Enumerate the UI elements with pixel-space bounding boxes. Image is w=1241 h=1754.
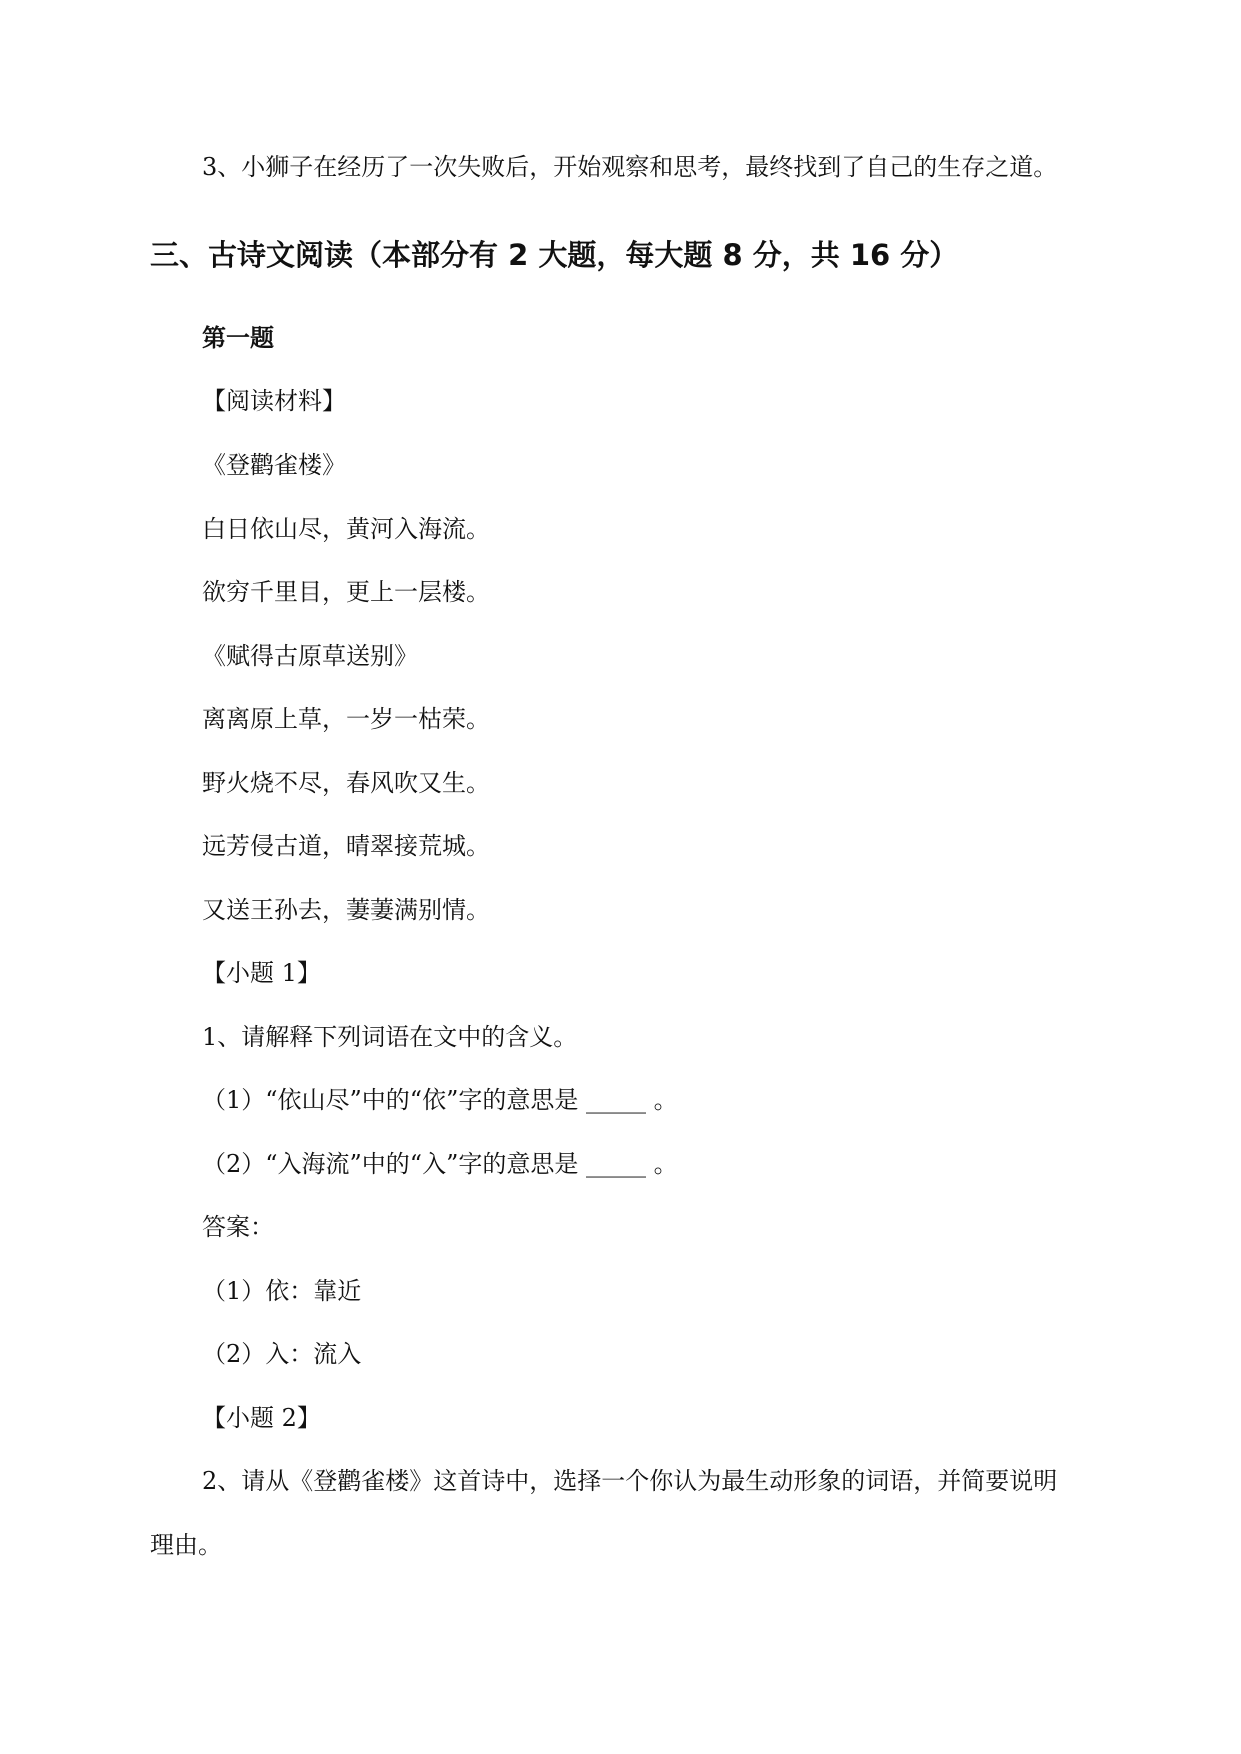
poem-title: 《赋得古原草送别》 bbox=[202, 642, 418, 670]
subquestion-label: 【小题 2】 bbox=[202, 1404, 321, 1432]
answer-line: （2）入：流入 bbox=[202, 1340, 362, 1368]
poem-line: 野火烧不尽，春风吹又生。 bbox=[202, 769, 490, 797]
intro-paragraph: 3、小狮子在经历了一次失败后，开始观察和思考，最终找到了自己的生存之道。 bbox=[202, 153, 1058, 181]
subquestion-label: 【小题 1】 bbox=[202, 959, 321, 987]
fill-blank-item: （1）“依山尽”中的“依”字的意思是 _____ 。 bbox=[202, 1086, 678, 1114]
poem-line: 又送王孙去，萋萋满别情。 bbox=[202, 896, 490, 924]
answer-line: （1）依：靠近 bbox=[202, 1277, 362, 1305]
poem-line: 白日依山尽，黄河入海流。 bbox=[202, 515, 490, 543]
subquestion-prompt: 1、请解释下列词语在文中的含义。 bbox=[202, 1023, 578, 1051]
poem-line: 远芳侵古道，晴翠接荒城。 bbox=[202, 832, 490, 860]
poem-line: 欲穷千里目，更上一层楼。 bbox=[202, 578, 490, 606]
answer-label: 答案： bbox=[202, 1213, 274, 1241]
section-heading: 三、古诗文阅读（本部分有 2 大题，每大题 8 分，共 16 分） bbox=[150, 238, 959, 272]
subquestion-prompt-continuation: 理由。 bbox=[150, 1531, 222, 1559]
subquestion-prompt: 2、请从《登鹳雀楼》这首诗中，选择一个你认为最生动形象的词语，并简要说明 bbox=[202, 1467, 1058, 1495]
material-label: 【阅读材料】 bbox=[202, 387, 346, 415]
poem-title: 《登鹳雀楼》 bbox=[202, 451, 346, 479]
fill-blank-item: （2）“入海流”中的“入”字的意思是 _____ 。 bbox=[202, 1150, 678, 1178]
poem-line: 离离原上草，一岁一枯荣。 bbox=[202, 705, 490, 733]
question-title: 第一题 bbox=[202, 324, 274, 352]
